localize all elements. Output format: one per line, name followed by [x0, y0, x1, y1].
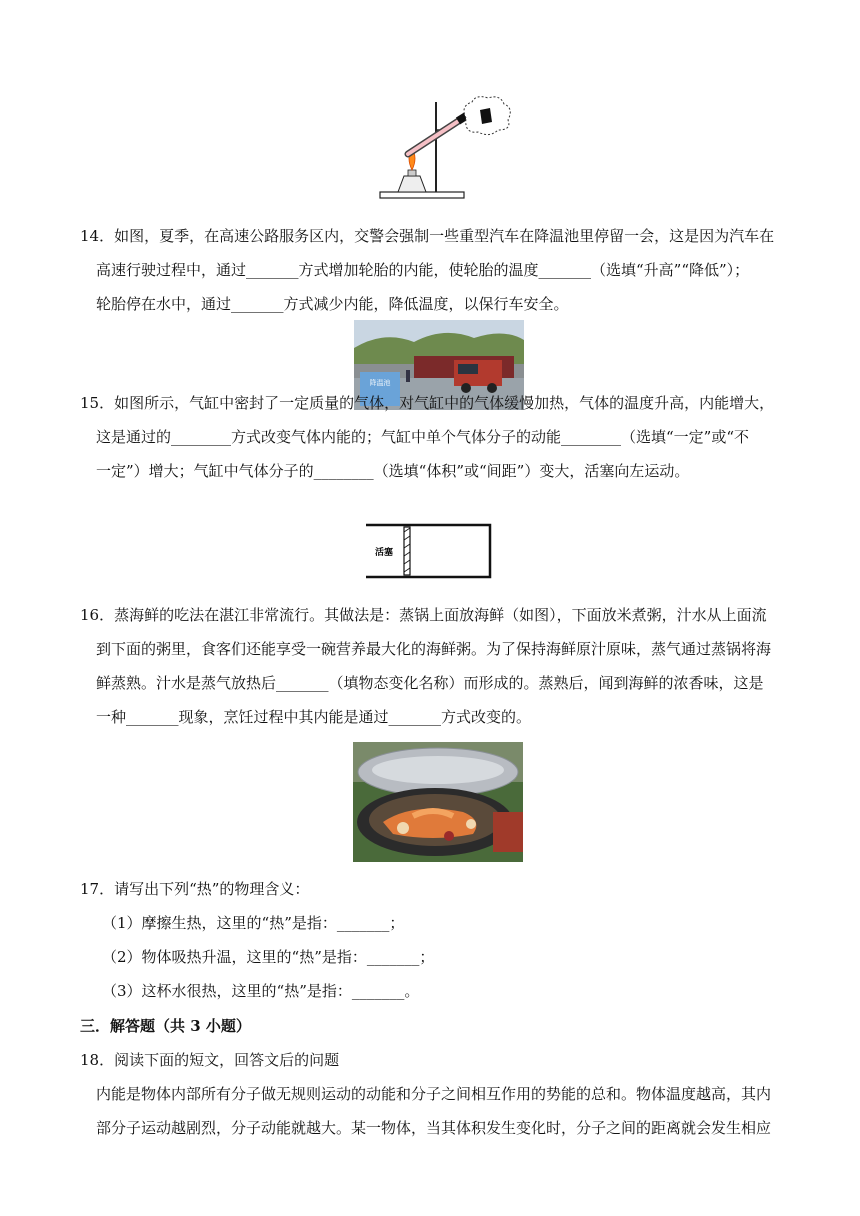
sign-text: 降温池	[369, 379, 391, 387]
q14-line3: 轮胎停在水中，通过_______方式减少内能，降低温度，以保行车安全。	[96, 295, 569, 313]
cylinder-piston-figure	[364, 522, 494, 580]
q15-line1: 15．如图所示，气缸中密封了一定质量的气体，对气缸中的气体缓慢加热，气体的温度升高，内能增大，	[80, 394, 775, 412]
steamed-seafood-photo	[353, 742, 523, 862]
q16-line1: 16．蒸海鲜的吃法在湛江非常流行。其做法是：蒸锅上面放海鲜（如图），下面放米煮粥，汁水从上面流	[80, 606, 767, 624]
q16-line3: 鲜蒸熟。汁水是蒸气放热后_______（填物态变化名称）而形成的。蒸熟后，闻到海鲜的浓香味，这是	[96, 674, 764, 692]
q18-title: 18．阅读下面的短文，回答文后的问题	[80, 1051, 340, 1069]
q15-line2: 这是通过的________方式改变气体内能的；气缸中单个气体分子的动能________（选填“一定”或“不	[96, 428, 750, 446]
test-tube-heating-figure	[374, 96, 514, 206]
q17-item3: （3）这杯水很热，这里的“热”是指：_______。	[102, 982, 420, 1000]
q17-title: 17．请写出下列“热”的物理含义：	[80, 880, 310, 898]
q14-line2: 高速行驶过程中，通过_______方式增加轮胎的内能，使轮胎的温度_______（选填“升高”“降低”）；	[96, 261, 750, 279]
q14-line1: 14．如图，夏季，在高速公路服务区内，交警会强制一些重型汽车在降温池里停留一会，这是因为汽车在	[80, 227, 775, 245]
q17-item2: （2）物体吸热升温，这里的“热”是指：_______；	[102, 948, 435, 966]
q18-line2: 部分子运动越剧烈，分子动能就越大。某一物体，当其体积发生变化时，分子之间的距离就会发生相应	[96, 1119, 772, 1137]
q15-line3: 一定”）增大；气缸中气体分子的________（选填“体积”或“间距”）变大，活塞向左运动。	[96, 462, 690, 480]
q16-line4: 一种_______现象，烹饪过程中其内能是通过_______方式改变的。	[96, 708, 532, 726]
piston-label: 活塞	[374, 548, 394, 558]
q17-item1: （1）摩擦生热，这里的“热”是指：_______；	[102, 914, 405, 932]
section-3-heading: 三．解答题（共 3 小题）	[80, 1017, 251, 1035]
q18-line1: 内能是物体内部所有分子做无规则运动的动能和分子之间相互作用的势能的总和。物体温度越高，其内	[96, 1085, 772, 1103]
q16-line2: 到下面的粥里，食客们还能享受一碗营养最大化的海鲜粥。为了保持海鲜原汁原味，蒸气通过蒸锅将海	[96, 640, 772, 658]
